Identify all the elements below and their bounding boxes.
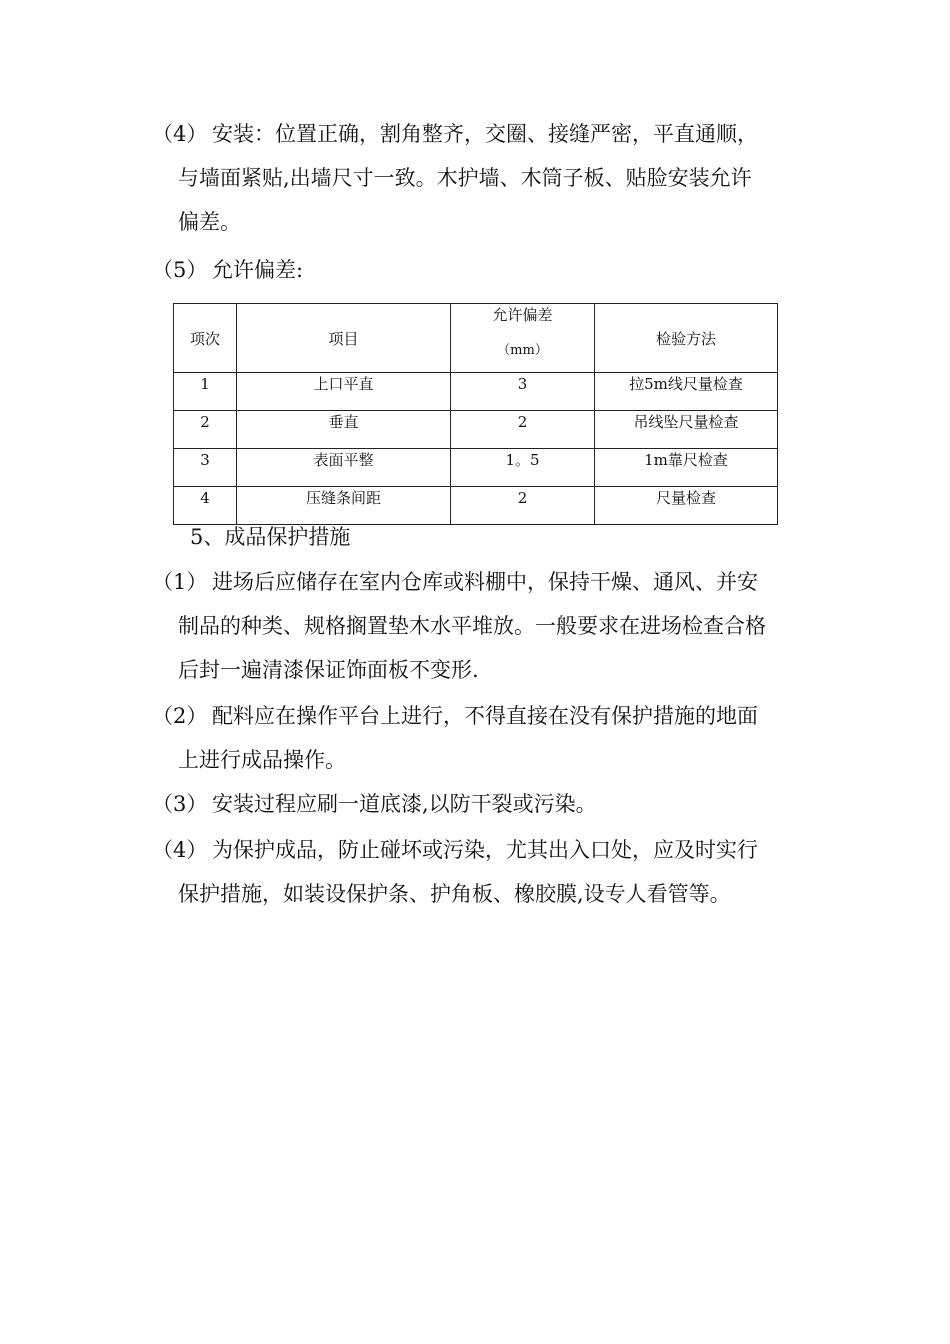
- item-number: （4）: [152, 838, 208, 862]
- paragraph-tolerance: [152, 248, 812, 292]
- tolerance-table: [173, 303, 778, 525]
- paragraph-install: [152, 112, 812, 244]
- item-number: （1）: [152, 570, 208, 594]
- paragraph-install-line-1: [152, 112, 812, 156]
- cell-item: 上口平直: [237, 373, 451, 411]
- table-row: [174, 487, 778, 525]
- text: 为保护成品，防止碰坏或污染，尤其出入口处，应及时实行: [212, 838, 758, 862]
- cell-tolerance: 2: [451, 411, 595, 449]
- text: 安装过程应刷一道底漆,以防干裂或污染。: [212, 792, 597, 816]
- cell-index: 2: [174, 411, 237, 449]
- paragraph-tolerance-line-1: [152, 248, 812, 292]
- cell-index: 3: [174, 449, 237, 487]
- header-tolerance: [451, 304, 595, 373]
- paragraph-install-line-3: 偏差。: [178, 210, 241, 234]
- cell-index: 4: [174, 487, 237, 525]
- cell-tolerance: 1。5: [451, 449, 595, 487]
- cell-index: 1: [174, 373, 237, 411]
- header-tolerance-label: 允许偏差: [492, 306, 553, 324]
- cell-method: 吊线坠尺量检查: [595, 411, 778, 449]
- header-tolerance-unit: （mm）: [497, 343, 548, 358]
- cell-method: 尺量检查: [595, 487, 778, 525]
- table-row: [174, 449, 778, 487]
- table-row: [174, 373, 778, 411]
- text: 配料应在操作平台上进行，不得直接在没有保护措施的地面: [212, 704, 758, 728]
- text: 安装：位置正确，割角整齐，交圈、接缝严密，平直通顺，: [212, 122, 758, 146]
- paragraph-material-line-2: 上进行成品操作。: [178, 748, 346, 772]
- header-index: 项次: [174, 304, 237, 373]
- paragraph-storage-line-3: 后封一遍清漆保证饰面板不变形.: [178, 658, 479, 682]
- header-method: 检验方法: [595, 304, 778, 373]
- paragraph-protection: [152, 828, 812, 916]
- paragraph-primer-line-1: [152, 782, 812, 826]
- cell-tolerance: 3: [451, 373, 595, 411]
- cell-item: 表面平整: [237, 449, 451, 487]
- paragraph-material: [152, 694, 812, 782]
- item-number: （4）: [152, 122, 208, 146]
- text: 允许偏差:: [212, 258, 304, 282]
- paragraph-primer: [152, 782, 812, 826]
- cell-item: 垂直: [237, 411, 451, 449]
- table-header-row: [174, 304, 778, 373]
- paragraph-material-line-1: [152, 694, 812, 738]
- paragraph-storage-line-2: 制品的种类、规格搁置垫木水平堆放。一般要求在进场检查合格: [178, 614, 766, 638]
- paragraph-storage-line-1: [152, 560, 812, 604]
- table-row: [174, 411, 778, 449]
- header-item: 项目: [237, 304, 451, 373]
- cell-method: 1m靠尺检查: [595, 449, 778, 487]
- cell-item: 压缝条间距: [237, 487, 451, 525]
- paragraph-protection-line-2: 保护措施，如装设保护条、护角板、橡胶膜,设专人看管等。: [178, 882, 731, 906]
- item-number: （3）: [152, 792, 208, 816]
- section-heading: 5、成品保护措施: [190, 525, 351, 549]
- item-number: （2）: [152, 704, 208, 728]
- cell-method: 拉5m线尺量检查: [595, 373, 778, 411]
- paragraph-protection-line-1: [152, 828, 812, 872]
- text: 进场后应储存在室内仓库或料棚中，保持干燥、通风、并安: [212, 570, 758, 594]
- cell-tolerance: 2: [451, 487, 595, 525]
- paragraph-install-line-2: 与墙面紧贴,出墙尺寸一致。木护墙、木筒子板、贴脸安装允许: [178, 166, 752, 190]
- item-number: （5）: [152, 258, 208, 282]
- paragraph-storage: [152, 560, 812, 692]
